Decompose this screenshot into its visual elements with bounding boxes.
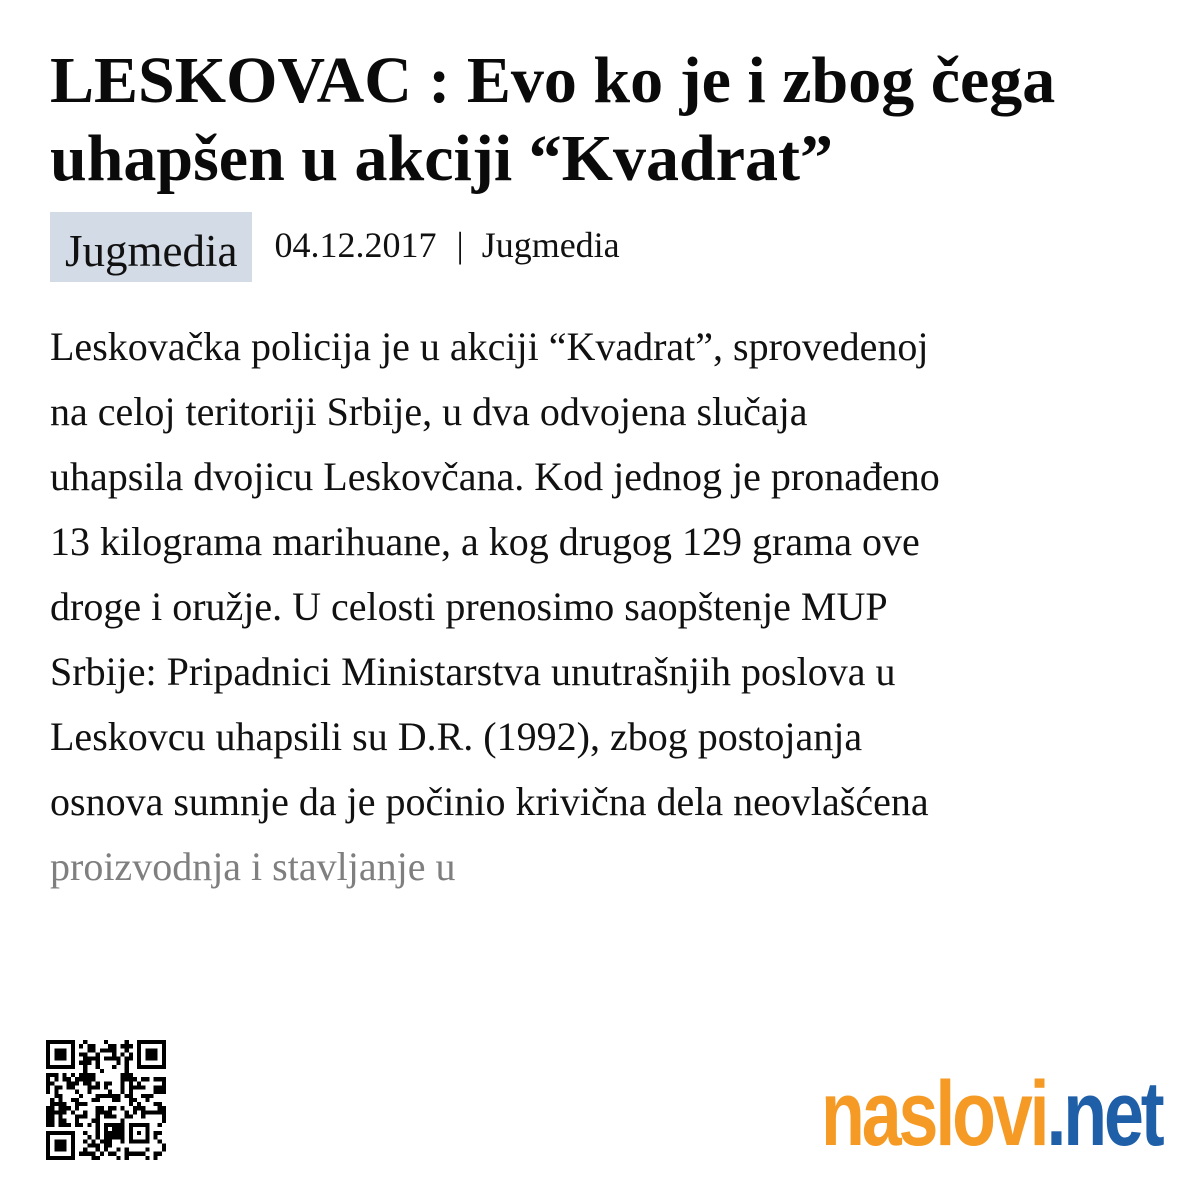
body-line: na celoj teritoriji Srbije, u dva odvojena slučaja — [50, 389, 808, 434]
body-line: uhapsila dvojicu Leskovčana. Kod jednog je pronađeno — [50, 454, 940, 499]
body-line: 13 kilograma marihuane, a kog drugog 129 grama ove — [50, 519, 920, 564]
article-headline[interactable]: LESKOVAC : Evo ko je i zbog čega uhapšen u akciji “Kvadrat” — [50, 44, 1056, 195]
article-meta — [50, 212, 620, 282]
logo-text-naslovi: naslovi — [821, 1063, 1047, 1165]
meta-separator: | — [456, 225, 464, 265]
naslovi-logo[interactable] — [821, 1064, 1162, 1164]
body-line: Leskovcu uhapsili su D.R. (1992), zbog postojanja — [50, 714, 863, 759]
meta-line — [274, 224, 619, 266]
body-line: droge i oružje. U celosti prenosimo saopštenje MUP — [50, 584, 888, 629]
publish-date: 04.12.2017 — [274, 225, 437, 265]
body-line: osnova sumnje da je počinio krivična dela neovlašćena — [50, 779, 929, 824]
source-name[interactable]: Jugmedia — [481, 225, 620, 265]
qr-code-icon[interactable] — [46, 1038, 166, 1162]
body-line: Leskovačka policija je u akciji “Kvadrat”, sprovedenoj — [50, 324, 929, 369]
body-line-faded: proizvodnja i stavljanje u — [50, 844, 456, 889]
article-body — [50, 314, 1160, 899]
source-badge[interactable]: Jugmedia — [50, 212, 252, 282]
logo-text-net: .net — [1046, 1063, 1162, 1165]
body-line: Srbije: Pripadnici Ministarstva unutrašnjih poslova u — [50, 649, 896, 694]
